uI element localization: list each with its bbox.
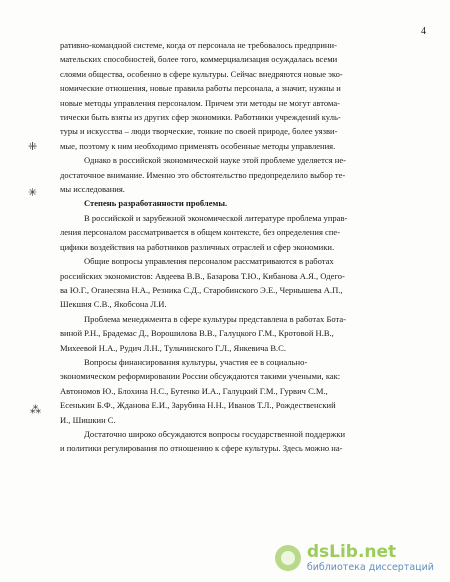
text-line: Общие вопросы управления персоналом рассматриваются в работах [84,256,334,267]
text-line: Однако в российской экономической науке этой проблеме уделяется не- [84,155,346,166]
text-line: виной Р.Н., Брадемас Д., Ворошилова В.В., Галуцкого Г.М., Кротовой Н.В., [60,328,334,339]
watermark-subtitle: библиотека диссертаций [306,561,434,573]
text-line: Проблема менеджмента в сфере культуры представлена в работах Бота- [84,313,346,324]
text-line: новые методы управления персоналом. Причем эти методы не могут автома- [60,97,340,108]
text-line: И., Шишкин С. [60,414,116,425]
document-body [60,38,430,456]
margin-mark: ⁜ [28,140,38,153]
text-line: ления персоналом рассматривается в общем контексте, без определения спе- [60,227,341,238]
watermark [275,541,434,573]
text-line: мые, поэтому к ним необходимо применять особенные методы управления. [60,140,336,151]
text-line: достаточное внимание. Именно это обстоятельство предопределило выбор те- [60,169,346,180]
text-line: туры и искусства – люди творческие, тонкие по своей природе, более уязви- [60,126,338,137]
text-line: Вопросы финансирования культуры, участия ее в социально- [84,356,308,367]
text-line: российских экономистов: Авдеева В.В., Базарова Т.Ю., Кибанова А.Я., Одего- [60,270,345,281]
text-line: Шекшня С.В., Якобсона Л.И. [60,299,167,310]
page-number: 4 [421,26,426,37]
watermark-brand: dsLib.net [306,541,397,562]
text-line: экономическом реформировании России обсуждаются такими учеными, как: [60,371,341,382]
text-line: ва Ю.Г., Оганесяна Н.А., Резника С.Д., Старобинского Э.Е., Чернышева А.П., [60,284,343,295]
margin-mark: ✳ [28,186,38,199]
text-line: цифики воздействия на работников различных отраслей и сфер экономики. [60,241,335,252]
text-line: слоями общества, особенно в сфере культуры. Сейчас внедряются новые эко- [60,68,343,79]
text-line: Есенькин Б.Ф., Жданова Е.И., Зарубина Н.Н., Иванов Т.Л., Рождественский [60,400,336,411]
dslib-logo-icon [275,545,301,571]
text-line: ративно-командной системе, когда от персонала не требовалось предприни- [60,40,337,50]
text-line: мательских способностей, более того, коммерциализация осуждалась всеми [60,54,338,65]
text-line: тически быть взяты из других сфер экономики. Работники учреждений куль- [60,112,341,123]
text-line: мы исследования. [60,184,125,195]
text-line: Михеевой Н.А., Рудич Л.Н., Тульчинского Г.Л., Янкевича В.С. [60,342,287,353]
text-line: и политики регулирования по отношению к сфере культуры. Здесь можно на- [60,443,343,454]
text-line: Автономов Ю., Блохина Н.С., Бутенко И.А., Галуцкий Г.М., Гурвич С.М., [60,385,328,396]
text-line: В российской и зарубежной экономической литературе проблема управ- [84,212,348,223]
section-heading: Степень разработанности проблемы. [84,198,228,209]
margin-mark: ⁂ [30,403,41,416]
text-line: номические отношения, новые правила работы персонала, а значит, нужны и [60,83,341,94]
text-line: Достаточно широко обсуждаются вопросы государственной поддержки [84,428,346,439]
